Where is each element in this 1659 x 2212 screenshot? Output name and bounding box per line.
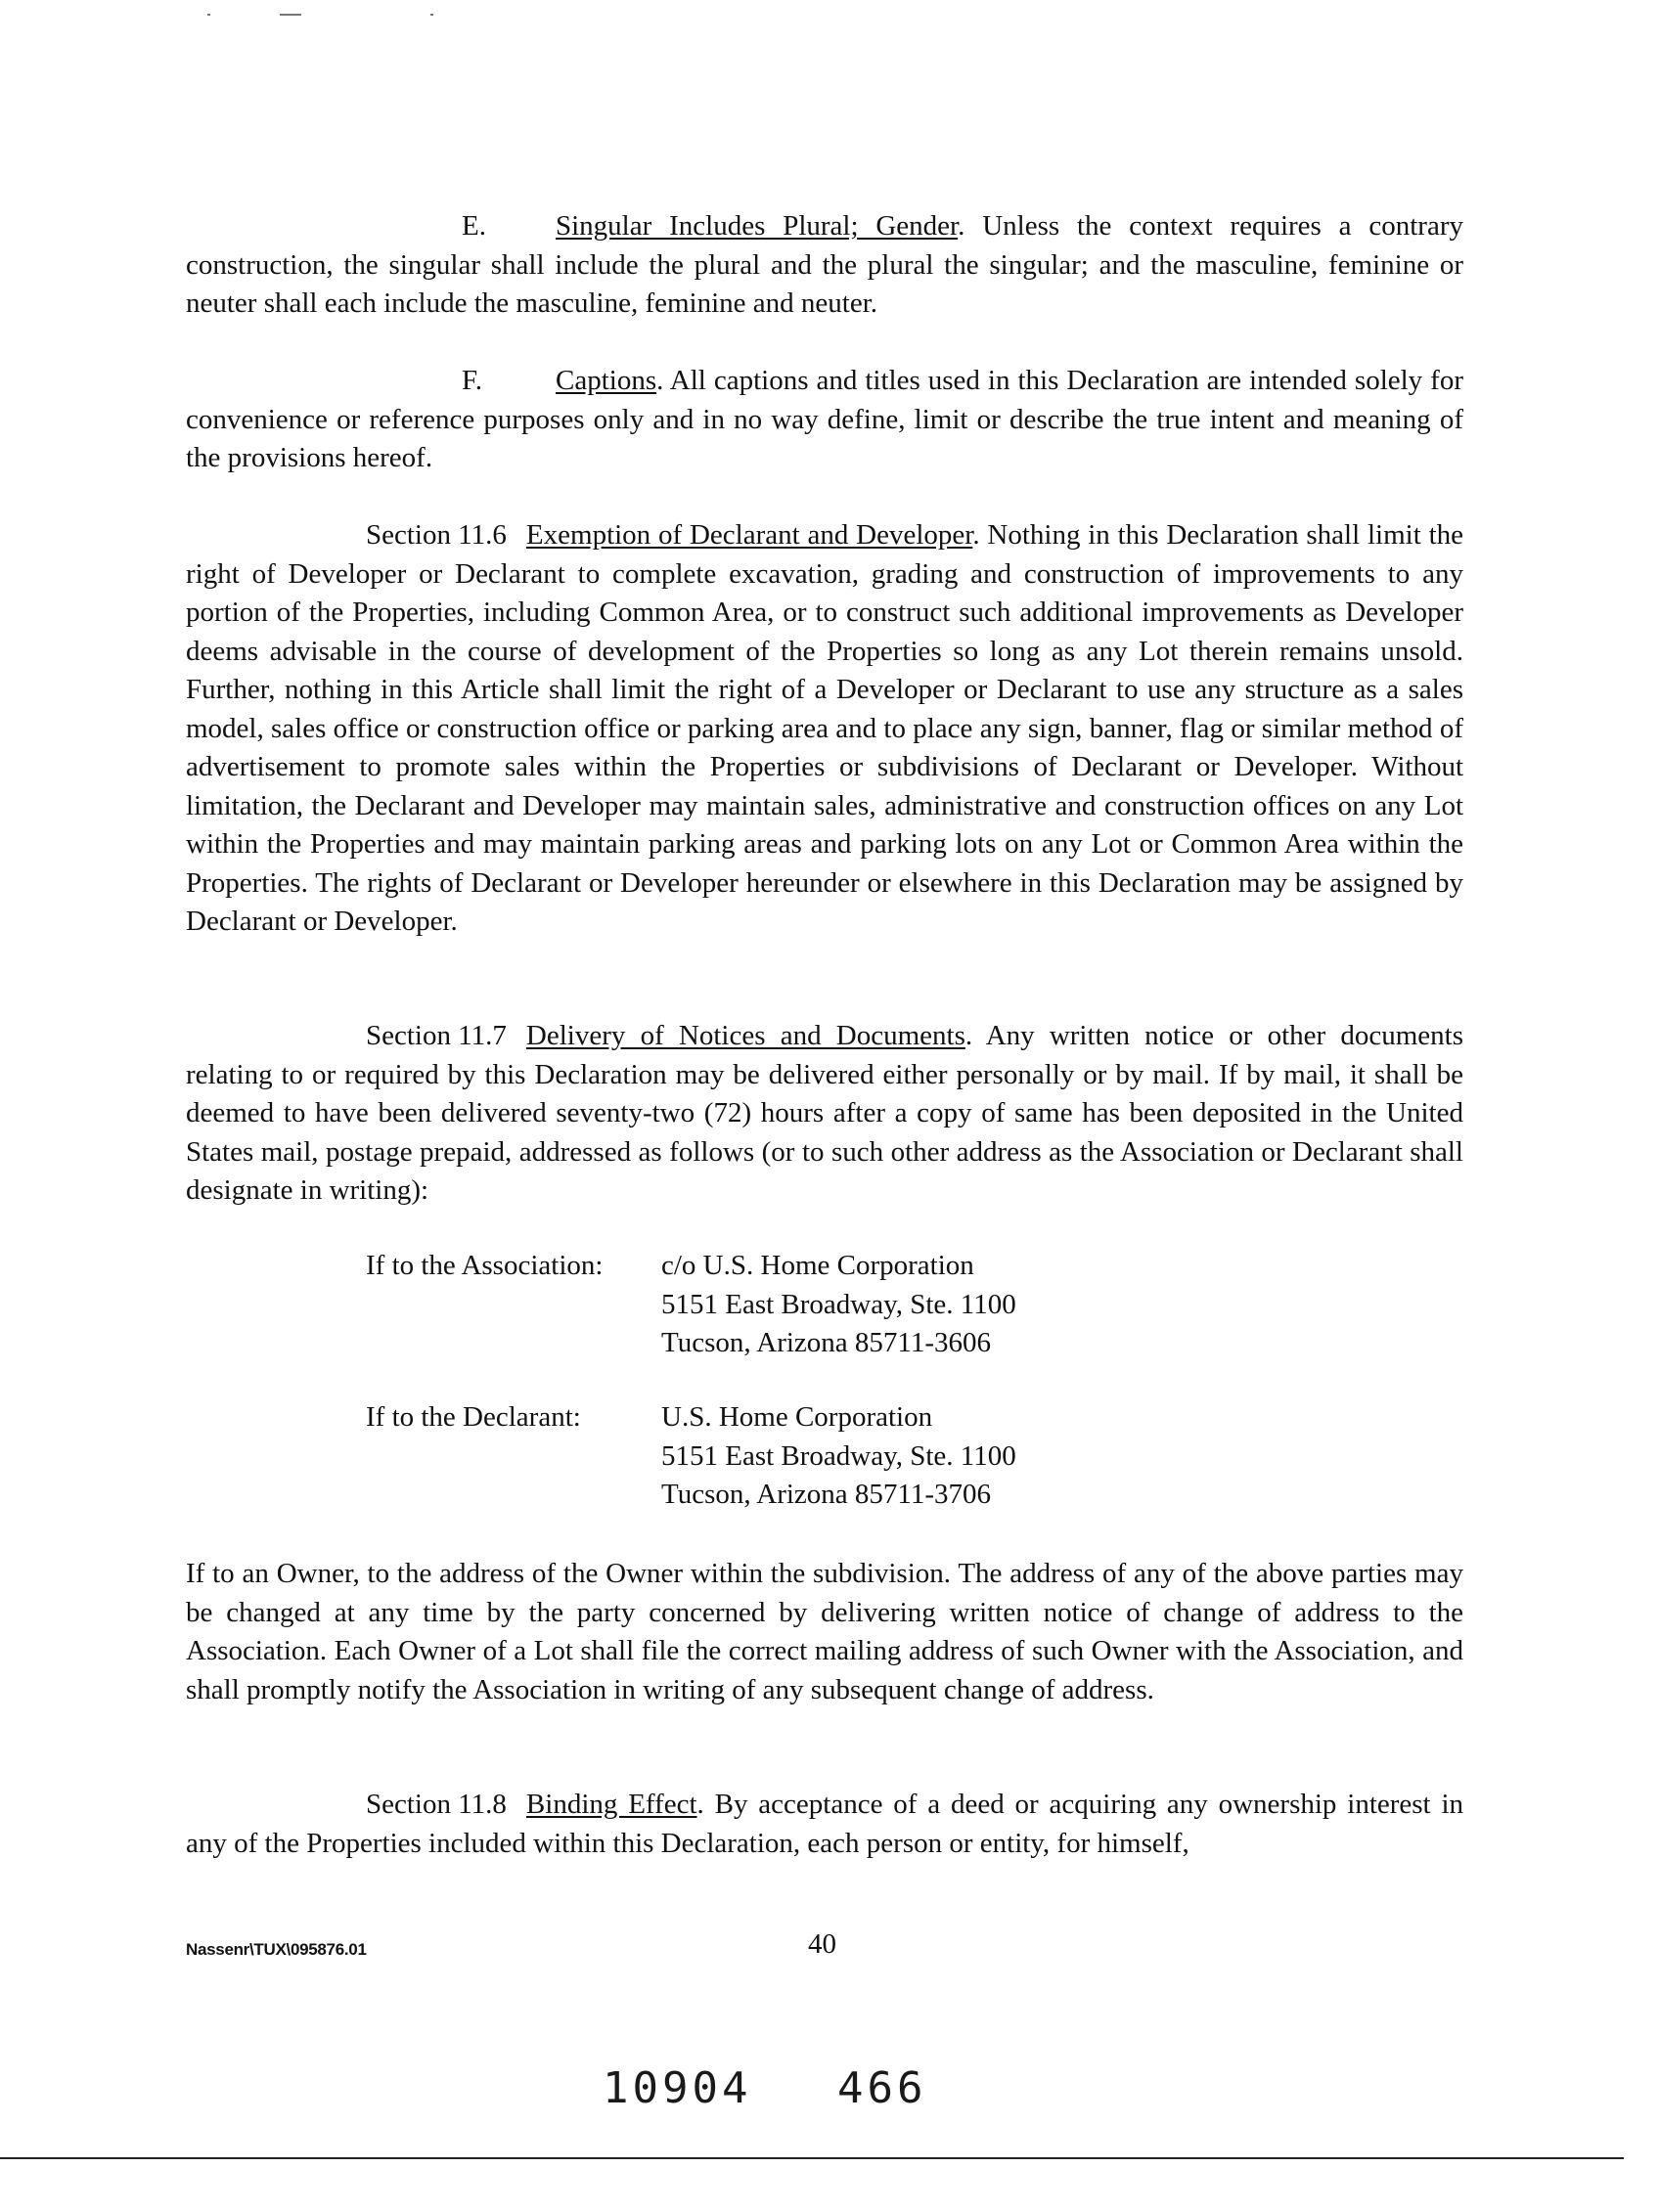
section-number: Section 11.7 <box>366 1020 507 1051</box>
address-label: If to the Declarant: <box>366 1401 581 1433</box>
address-line: c/o U.S. Home Corporation <box>661 1250 974 1281</box>
section-11-8 <box>186 1786 1463 1863</box>
paragraph-text: . All captions and titles used in this Declaration are intended solely for convenience or reference purposes only and in no way define, limit or describe the true intent and meaning of the provisions hereof. <box>186 365 1463 473</box>
recording-page-number: 466 <box>837 2063 927 2113</box>
address-lines <box>661 1398 1016 1515</box>
section-text: . Nothing in this Declaration shall limit the right of Developer or Declarant to complete excavation, grading and construction of improvements to any portion of the Properties, including Common Area, or to construct such additional improvements as Developer deems advisable in the course of development of the Properties so long as any Lot therein remains unsold. Further, nothing in this Article shall limit the right of a Developer or Declarant to use any structure as a sales model, sales office or construction office or parking area and to place any sign, banner, flag or similar method of advertisement to promote sales within the Properties or subdivisions of Declarant or Developer. Without limitation, the Declarant and Developer may maintain sales, administrative and construction offices on any Lot within the Properties and may maintain parking areas and parking lots on any Lot or Common Area within the Properties. The rights of Declarant or Developer hereunder or elsewhere in this Declaration may be assigned by Declarant or Developer. <box>186 519 1463 937</box>
section-caption: Binding Effect <box>525 1789 697 1820</box>
address-line: Tucson, Arizona 85711-3706 <box>661 1479 991 1510</box>
section-caption: Delivery of Notices and Documents <box>525 1020 965 1051</box>
address-line: Tucson, Arizona 85711-3606 <box>661 1327 991 1358</box>
file-reference: Nassenr\TUX\095876.01 <box>186 1940 367 1959</box>
paragraph-letter: E. <box>462 210 486 242</box>
paragraph-text: . Unless the context requires a contrary construction, the singular shall include the plural and the plural the singular; and the masculine, feminine or neuter shall each include the masculine, feminine and neuter. <box>186 210 1463 319</box>
paragraph-letter: F. <box>462 365 483 396</box>
docket-number: 10904 <box>603 2063 752 2113</box>
section-text: . By acceptance of a deed or acquiring any ownership interest in any of the Properties included within this Declaration, each person or entity, for himself, <box>186 1789 1464 1859</box>
scan-speck <box>207 14 210 16</box>
section-11-6 <box>186 516 1463 942</box>
section-11-7 <box>186 1017 1463 1211</box>
section-number: Section 11.6 <box>366 519 507 551</box>
address-line: 5151 East Broadway, Ste. 1100 <box>661 1439 1016 1472</box>
address-line: 5151 East Broadway, Ste. 1100 <box>661 1288 1016 1320</box>
scan-speck <box>280 14 301 16</box>
scan-speck <box>430 14 433 16</box>
section-caption: Exemption of Declarant and Developer <box>525 519 973 551</box>
paragraph-caption: Singular Includes Plural; Gender <box>556 210 959 242</box>
paragraph-owner <box>186 1555 1463 1709</box>
paragraph-f <box>186 362 1463 478</box>
section-number: Section 11.8 <box>366 1789 507 1820</box>
paragraph-text: If to an Owner, to the address of the Owner within the subdivision. The address of any of the above parties may be changed at any time by the party concerned by delivering written notice of change of address to the Association. Each Owner of a Lot shall file the correct mailing address of such Owner with the Association, and shall promptly notify the Association in writing of any subsequent change of address. <box>186 1558 1463 1705</box>
bottom-rule <box>0 2157 1624 2159</box>
address-label: If to the Association: <box>366 1250 604 1281</box>
paragraph-e <box>186 207 1463 324</box>
paragraph-caption: Captions <box>556 365 657 396</box>
address-line: U.S. Home Corporation <box>661 1401 933 1433</box>
section-text: . Any written notice or other documents relating to or required by this Declaration may be delivered either personally or by mail. If by mail, it shall be deemed to have been delivered seventy-two (72) hours after a copy of same has been deposited in the United States mail, postage prepaid, addressed as follows (or to such other address as the Association or Declarant shall designate in writing): <box>186 1020 1463 1206</box>
page-number: 40 <box>808 1928 836 1960</box>
address-lines <box>661 1247 1016 1363</box>
